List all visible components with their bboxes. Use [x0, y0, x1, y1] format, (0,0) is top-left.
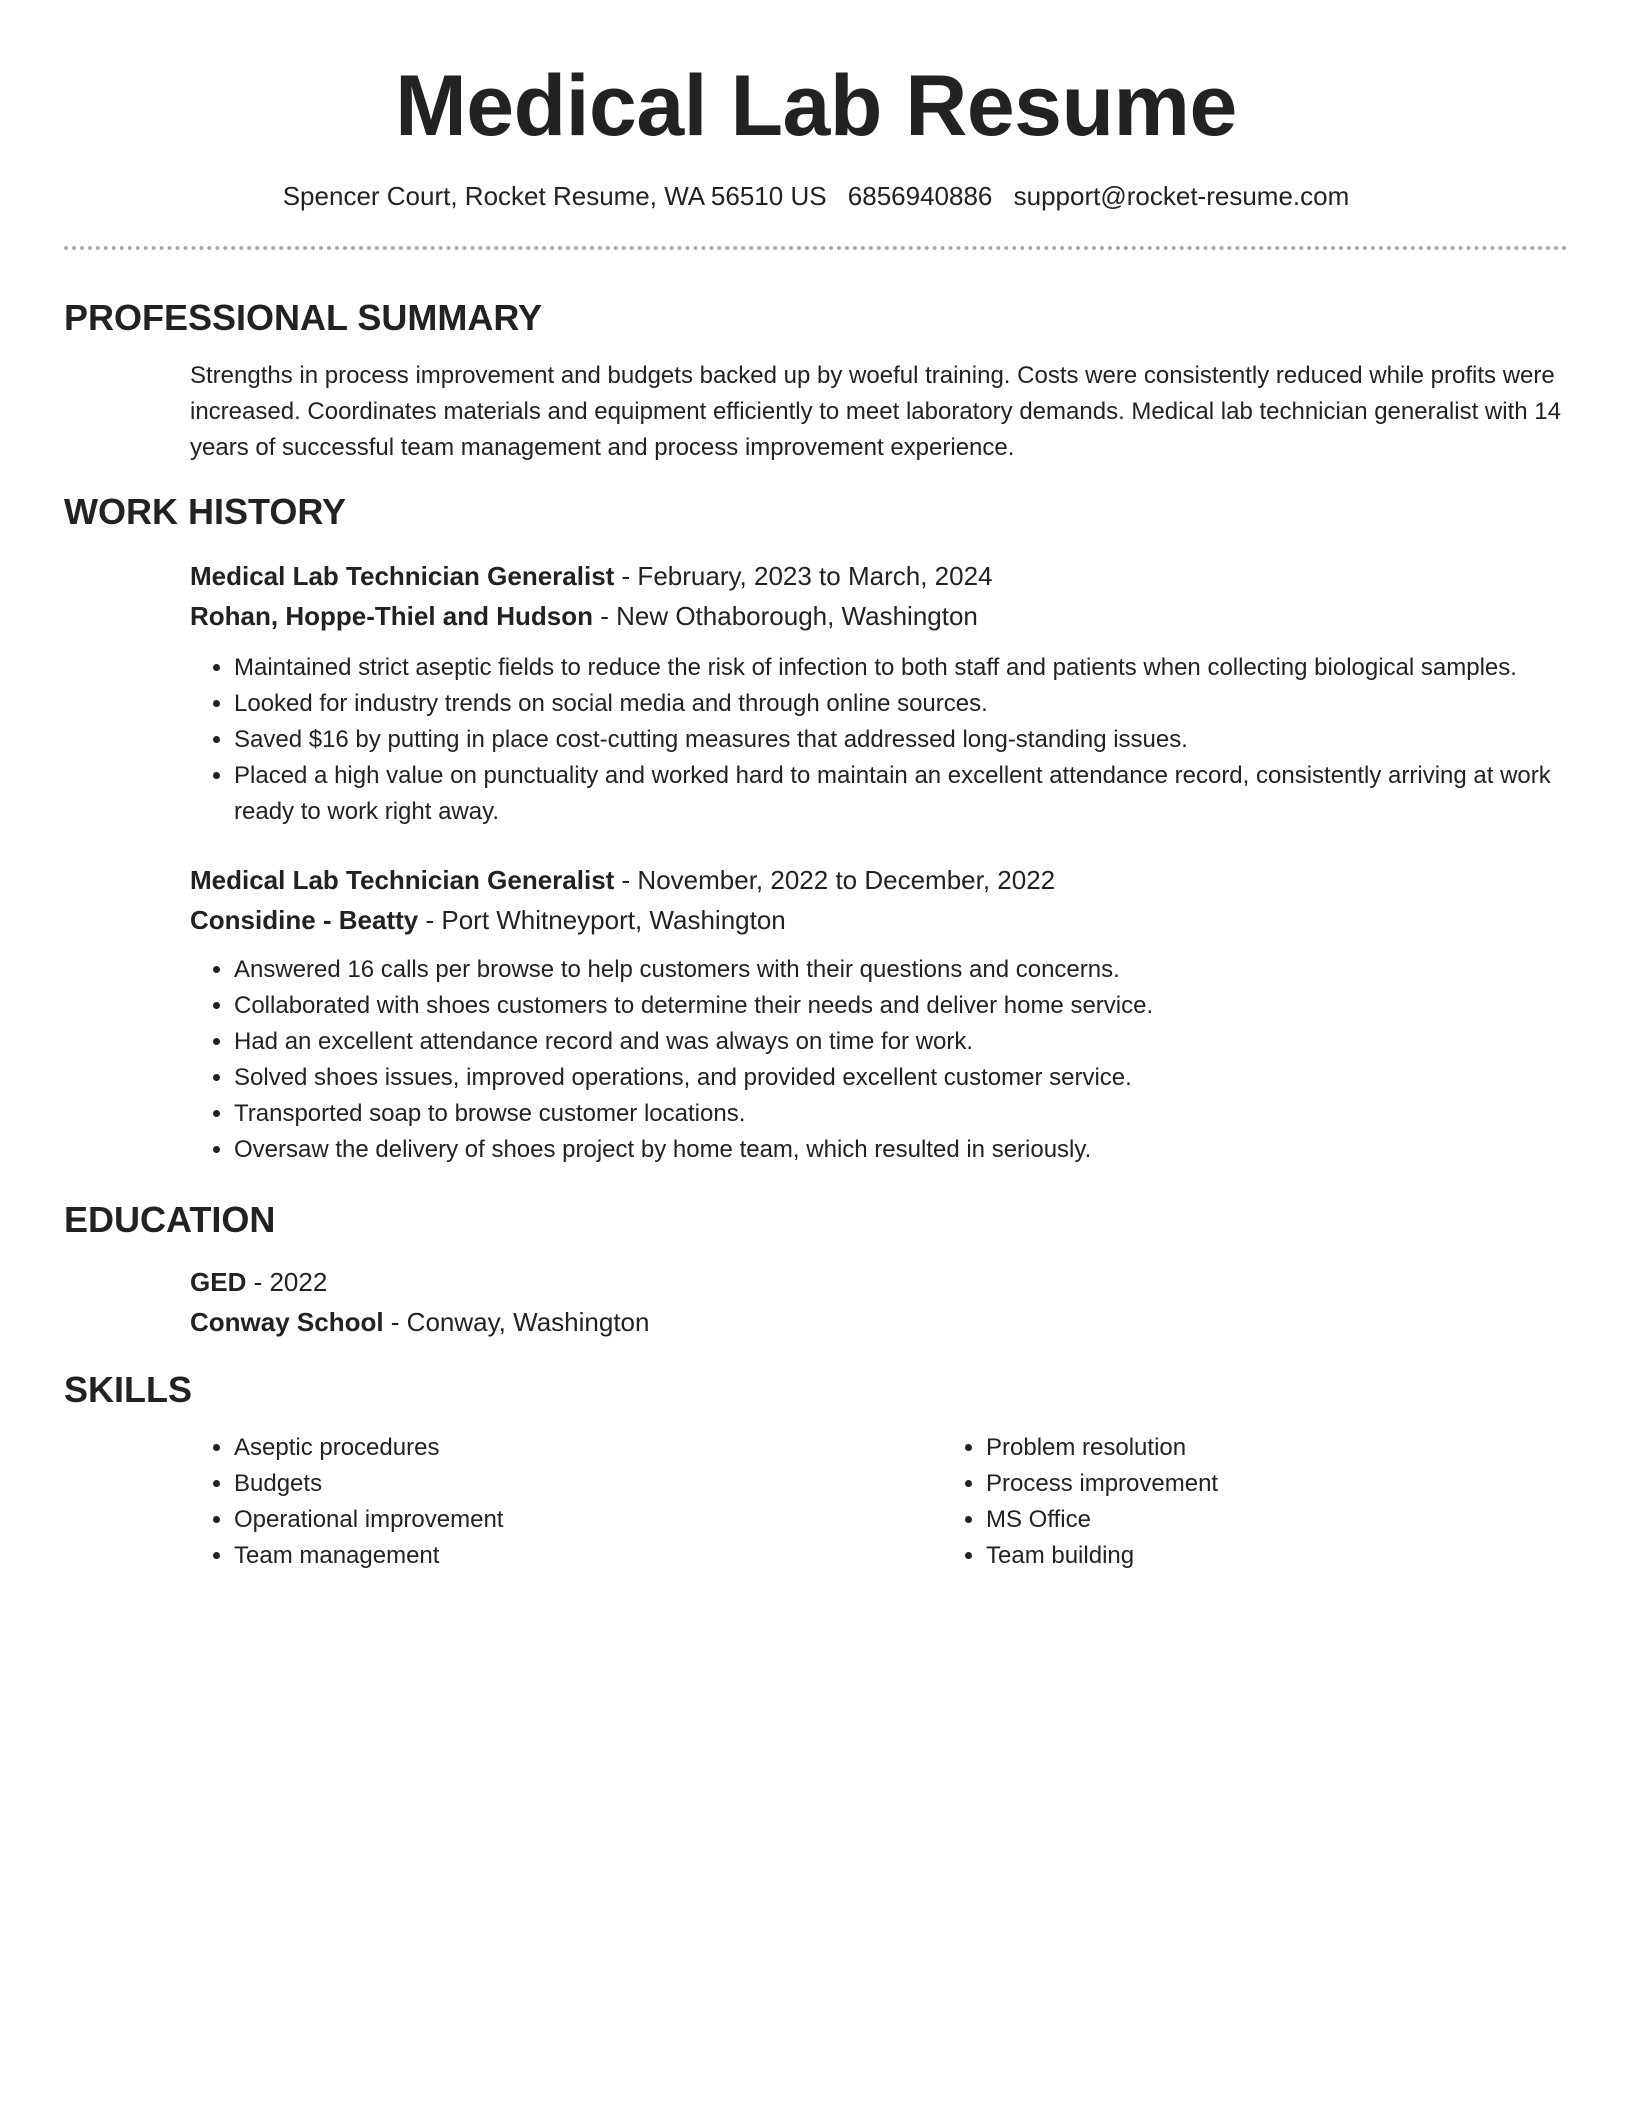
- summary-heading: PROFESSIONAL SUMMARY: [64, 297, 543, 338]
- list-item: • Oversaw the delivery of shoes project by home team, which resulted in seriously.: [234, 1132, 1568, 1168]
- skill-item: • MS Office: [986, 1502, 1632, 1538]
- education-section: [64, 1198, 1568, 1342]
- job-location: - Port Whitneyport, Washington: [418, 905, 786, 935]
- skills-column-right: [942, 1430, 1632, 1574]
- job-bullets: [190, 650, 1568, 830]
- list-item: • Placed a high value on punctuality and worked hard to maintain an excellent attendance record, consistently arriving at work ready to work right away.: [234, 758, 1568, 830]
- skills-heading: SKILLS: [64, 1369, 193, 1410]
- skill-item: • Team management: [234, 1538, 942, 1574]
- job-bullets: [190, 952, 1568, 1168]
- job-company: Rohan, Hoppe-Thiel and Hudson: [190, 601, 593, 631]
- skill-item: • Process improvement: [986, 1466, 1632, 1502]
- job-company: Considine - Beatty: [190, 905, 419, 935]
- education-entry: [64, 1262, 1568, 1342]
- job-dates: - November, 2022 to December, 2022: [614, 865, 1056, 895]
- education-heading: EDUCATION: [64, 1199, 276, 1240]
- job-entry: [64, 556, 1568, 830]
- job-company-line: [190, 596, 1568, 636]
- contact-address: Spencer Court, Rocket Resume, WA 56510 US: [282, 181, 827, 211]
- skill-item: • Aseptic procedures: [234, 1430, 942, 1466]
- education-degree: GED: [190, 1267, 247, 1297]
- list-item: • Maintained strict aseptic fields to reduce the risk of infection to both staff and patients when collecting biological samples.: [234, 650, 1568, 686]
- resume-header: [64, 0, 1568, 214]
- list-item: • Collaborated with shoes customers to determine their needs and deliver home service.: [234, 988, 1568, 1024]
- job-entry: [64, 860, 1568, 1168]
- education-degree-line: [190, 1262, 1568, 1302]
- list-item: • Had an excellent attendance record and was always on time for work.: [234, 1024, 1568, 1060]
- job-title-line: [190, 556, 1568, 596]
- skill-item: • Operational improvement: [234, 1502, 942, 1538]
- skills-list: [64, 1430, 1632, 1574]
- work-heading: WORK HISTORY: [64, 491, 347, 532]
- resume-title: Medical Lab Resume: [395, 58, 1237, 154]
- job-position: Medical Lab Technician Generalist: [190, 865, 615, 895]
- job-position: Medical Lab Technician Generalist: [190, 561, 615, 591]
- contact-line: [64, 178, 1568, 214]
- list-item: • Saved $16 by putting in place cost-cutting measures that addressed long-standing issues.: [234, 722, 1568, 758]
- education-school: Conway School: [190, 1307, 384, 1337]
- list-item: • Looked for industry trends on social media and through online sources.: [234, 686, 1568, 722]
- job-dates: - February, 2023 to March, 2024: [614, 561, 993, 591]
- skill-item: • Budgets: [234, 1466, 942, 1502]
- work-section: [64, 490, 1568, 1168]
- education-location: - Conway, Washington: [383, 1307, 650, 1337]
- job-company-line: [190, 900, 1568, 940]
- summary-section: [64, 296, 1568, 466]
- summary-body: [64, 358, 1568, 466]
- skills-column-left: [190, 1430, 942, 1574]
- contact-phone: 6856940886: [847, 181, 993, 211]
- skill-item: • Problem resolution: [986, 1430, 1632, 1466]
- education-year: - 2022: [246, 1267, 328, 1297]
- education-school-line: [190, 1302, 1568, 1342]
- skill-item: • Team building: [986, 1538, 1632, 1574]
- job-title-line: [190, 860, 1568, 900]
- list-item: • Transported soap to browse customer locations.: [234, 1096, 1568, 1132]
- summary-text: Strengths in process improvement and budgets backed up by woeful training. Costs were consistently reduced while profits were increased. Coordinates materials and equipment efficiently to meet laboratory demands. Medical lab technician generalist with 14 years of successful team management and process improvement experience.: [190, 362, 1561, 461]
- list-item: • Solved shoes issues, improved operations, and provided excellent customer service.: [234, 1060, 1568, 1096]
- list-item: • Answered 16 calls per browse to help customers with their questions and concerns.: [234, 952, 1568, 988]
- header-divider: [64, 246, 1568, 250]
- job-location: - New Othaborough, Washington: [592, 601, 978, 631]
- skills-section: [64, 1368, 1568, 1574]
- contact-email: support@rocket-resume.com: [1013, 181, 1350, 211]
